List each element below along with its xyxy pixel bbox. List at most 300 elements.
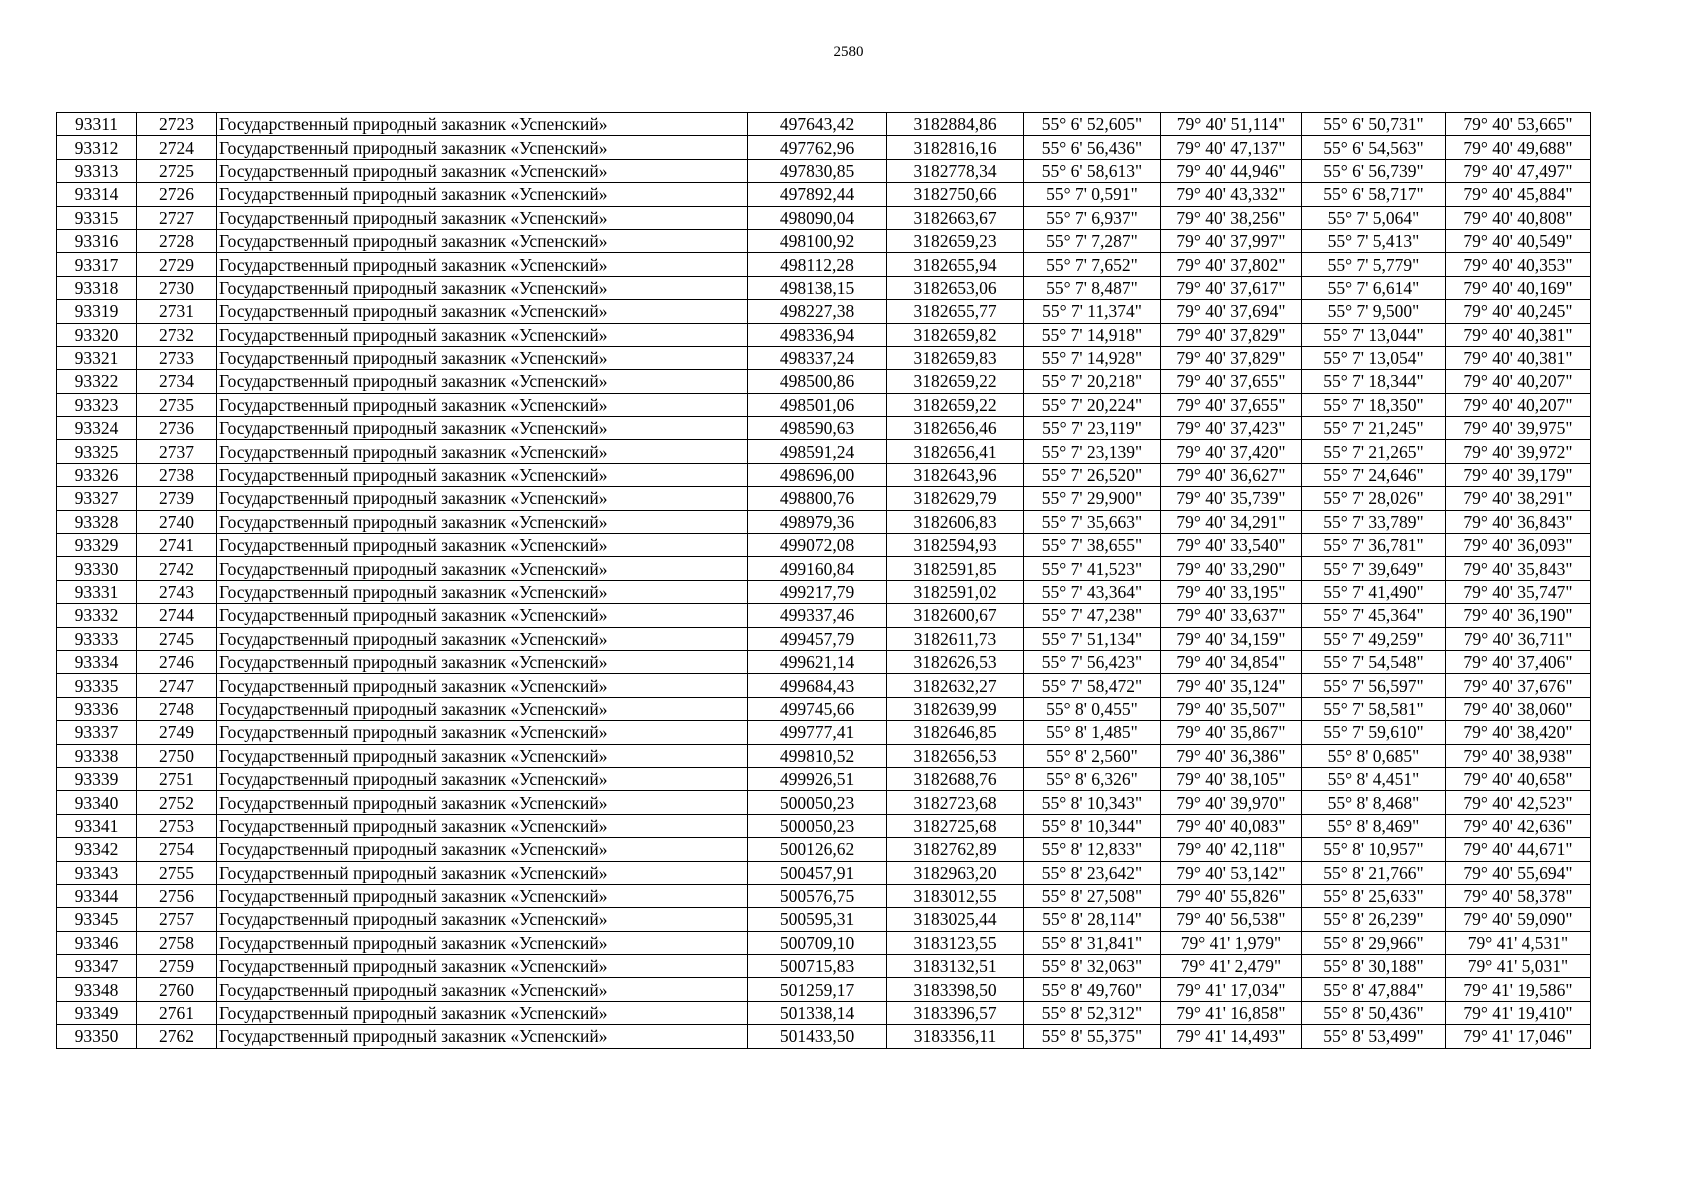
record-id-cell: 93327 (57, 487, 137, 510)
point-number-cell: 2730 (137, 276, 217, 299)
y-coordinate-cell: 3183012,55 (887, 884, 1024, 907)
y-coordinate-cell: 3182606,83 (887, 510, 1024, 533)
longitude-alt-cell: 79° 40' 55,694" (1446, 861, 1591, 884)
latitude-alt-cell: 55° 8' 21,766" (1302, 861, 1446, 884)
point-number-cell: 2742 (137, 557, 217, 580)
longitude-alt-cell: 79° 40' 40,207" (1446, 393, 1591, 416)
longitude-alt-cell: 79° 41' 17,046" (1446, 1025, 1591, 1048)
y-coordinate-cell: 3182963,20 (887, 861, 1024, 884)
record-id-cell: 93317 (57, 253, 137, 276)
latitude-cell: 55° 8' 55,375" (1024, 1025, 1161, 1048)
table-row (57, 978, 1591, 1001)
record-id-cell: 93314 (57, 183, 137, 206)
table-row (57, 838, 1591, 861)
longitude-cell: 79° 40' 44,946" (1161, 159, 1302, 182)
table-row (57, 580, 1591, 603)
table-row (57, 159, 1591, 182)
longitude-cell: 79° 40' 38,105" (1161, 767, 1302, 790)
point-number-cell: 2741 (137, 534, 217, 557)
longitude-alt-cell: 79° 40' 39,972" (1446, 440, 1591, 463)
point-number-cell: 2743 (137, 580, 217, 603)
longitude-alt-cell: 79° 41' 4,531" (1446, 931, 1591, 954)
object-name-cell: Государственный природный заказник «Успенский» (217, 534, 748, 557)
table-row (57, 721, 1591, 744)
latitude-cell: 55° 7' 56,423" (1024, 650, 1161, 673)
x-coordinate-cell: 499926,51 (748, 767, 887, 790)
table-row (57, 510, 1591, 533)
longitude-alt-cell: 79° 40' 36,843" (1446, 510, 1591, 533)
record-id-cell: 93329 (57, 534, 137, 557)
latitude-alt-cell: 55° 7' 21,245" (1302, 417, 1446, 440)
table-row (57, 1025, 1591, 1048)
record-id-cell: 93326 (57, 463, 137, 486)
point-number-cell: 2755 (137, 861, 217, 884)
object-name-cell: Государственный природный заказник «Успенский» (217, 557, 748, 580)
longitude-alt-cell: 79° 40' 36,190" (1446, 604, 1591, 627)
table-row (57, 370, 1591, 393)
longitude-cell: 79° 40' 37,694" (1161, 300, 1302, 323)
longitude-cell: 79° 40' 37,423" (1161, 417, 1302, 440)
object-name-cell: Государственный природный заказник «Успенский» (217, 1025, 748, 1048)
longitude-alt-cell: 79° 40' 40,353" (1446, 253, 1591, 276)
latitude-alt-cell: 55° 6' 54,563" (1302, 136, 1446, 159)
latitude-cell: 55° 7' 11,374" (1024, 300, 1161, 323)
x-coordinate-cell: 497762,96 (748, 136, 887, 159)
latitude-cell: 55° 7' 29,900" (1024, 487, 1161, 510)
record-id-cell: 93331 (57, 580, 137, 603)
latitude-cell: 55° 6' 52,605" (1024, 113, 1161, 136)
record-id-cell: 93345 (57, 908, 137, 931)
object-name-cell: Государственный природный заказник «Успенский» (217, 206, 748, 229)
latitude-cell: 55° 6' 58,613" (1024, 159, 1161, 182)
x-coordinate-cell: 498100,92 (748, 229, 887, 252)
table-row (57, 463, 1591, 486)
longitude-cell: 79° 40' 33,195" (1161, 580, 1302, 603)
point-number-cell: 2723 (137, 113, 217, 136)
table-row (57, 323, 1591, 346)
longitude-alt-cell: 79° 40' 44,671" (1446, 838, 1591, 861)
table-body (57, 113, 1591, 1049)
object-name-cell: Государственный природный заказник «Успенский» (217, 417, 748, 440)
longitude-cell: 79° 40' 40,083" (1161, 814, 1302, 837)
record-id-cell: 93316 (57, 229, 137, 252)
record-id-cell: 93341 (57, 814, 137, 837)
latitude-cell: 55° 8' 31,841" (1024, 931, 1161, 954)
x-coordinate-cell: 497643,42 (748, 113, 887, 136)
x-coordinate-cell: 499777,41 (748, 721, 887, 744)
y-coordinate-cell: 3183398,50 (887, 978, 1024, 1001)
latitude-alt-cell: 55° 8' 30,188" (1302, 955, 1446, 978)
x-coordinate-cell: 499072,08 (748, 534, 887, 557)
longitude-alt-cell: 79° 40' 40,381" (1446, 346, 1591, 369)
record-id-cell: 93346 (57, 931, 137, 954)
latitude-alt-cell: 55° 7' 49,259" (1302, 627, 1446, 650)
object-name-cell: Государственный природный заказник «Успенский» (217, 674, 748, 697)
latitude-alt-cell: 55° 8' 47,884" (1302, 978, 1446, 1001)
point-number-cell: 2752 (137, 791, 217, 814)
point-number-cell: 2749 (137, 721, 217, 744)
longitude-alt-cell: 79° 40' 35,843" (1446, 557, 1591, 580)
y-coordinate-cell: 3182639,99 (887, 697, 1024, 720)
y-coordinate-cell: 3183132,51 (887, 955, 1024, 978)
table-row (57, 908, 1591, 931)
table-row (57, 604, 1591, 627)
x-coordinate-cell: 498590,63 (748, 417, 887, 440)
latitude-cell: 55° 7' 23,139" (1024, 440, 1161, 463)
longitude-cell: 79° 40' 33,290" (1161, 557, 1302, 580)
table-row (57, 884, 1591, 907)
point-number-cell: 2751 (137, 767, 217, 790)
longitude-alt-cell: 79° 40' 42,523" (1446, 791, 1591, 814)
latitude-cell: 55° 6' 56,436" (1024, 136, 1161, 159)
longitude-alt-cell: 79° 40' 58,378" (1446, 884, 1591, 907)
record-id-cell: 93339 (57, 767, 137, 790)
object-name-cell: Государственный природный заказник «Успенский» (217, 861, 748, 884)
x-coordinate-cell: 500050,23 (748, 791, 887, 814)
page-number: 2580 (833, 44, 864, 60)
object-name-cell: Государственный природный заказник «Успенский» (217, 323, 748, 346)
longitude-cell: 79° 40' 56,538" (1161, 908, 1302, 931)
table-row (57, 440, 1591, 463)
table-row (57, 744, 1591, 767)
y-coordinate-cell: 3182626,53 (887, 650, 1024, 673)
record-id-cell: 93337 (57, 721, 137, 744)
latitude-cell: 55° 7' 23,119" (1024, 417, 1161, 440)
table-row (57, 183, 1591, 206)
longitude-alt-cell: 79° 40' 39,975" (1446, 417, 1591, 440)
x-coordinate-cell: 498800,76 (748, 487, 887, 510)
latitude-alt-cell: 55° 7' 5,779" (1302, 253, 1446, 276)
table-row (57, 206, 1591, 229)
y-coordinate-cell: 3182659,22 (887, 393, 1024, 416)
x-coordinate-cell: 498090,04 (748, 206, 887, 229)
table-row (57, 276, 1591, 299)
record-id-cell: 93344 (57, 884, 137, 907)
y-coordinate-cell: 3183396,57 (887, 1001, 1024, 1024)
point-number-cell: 2744 (137, 604, 217, 627)
x-coordinate-cell: 498227,38 (748, 300, 887, 323)
y-coordinate-cell: 3182629,79 (887, 487, 1024, 510)
x-coordinate-cell: 498336,94 (748, 323, 887, 346)
y-coordinate-cell: 3182591,85 (887, 557, 1024, 580)
point-number-cell: 2761 (137, 1001, 217, 1024)
latitude-alt-cell: 55° 8' 50,436" (1302, 1001, 1446, 1024)
latitude-cell: 55° 7' 0,591" (1024, 183, 1161, 206)
record-id-cell: 93311 (57, 113, 137, 136)
x-coordinate-cell: 499457,79 (748, 627, 887, 650)
point-number-cell: 2757 (137, 908, 217, 931)
latitude-cell: 55° 8' 2,560" (1024, 744, 1161, 767)
longitude-alt-cell: 79° 41' 5,031" (1446, 955, 1591, 978)
longitude-alt-cell: 79° 40' 42,636" (1446, 814, 1591, 837)
latitude-alt-cell: 55° 7' 24,646" (1302, 463, 1446, 486)
latitude-alt-cell: 55° 7' 59,610" (1302, 721, 1446, 744)
latitude-alt-cell: 55° 8' 10,957" (1302, 838, 1446, 861)
object-name-cell: Государственный природный заказник «Успенский» (217, 767, 748, 790)
object-name-cell: Государственный природный заказник «Успенский» (217, 697, 748, 720)
x-coordinate-cell: 497892,44 (748, 183, 887, 206)
latitude-cell: 55° 7' 58,472" (1024, 674, 1161, 697)
latitude-alt-cell: 55° 7' 28,026" (1302, 487, 1446, 510)
coordinates-table (56, 112, 1591, 1049)
point-number-cell: 2753 (137, 814, 217, 837)
record-id-cell: 93324 (57, 417, 137, 440)
table-row (57, 136, 1591, 159)
x-coordinate-cell: 501338,14 (748, 1001, 887, 1024)
longitude-cell: 79° 40' 34,854" (1161, 650, 1302, 673)
point-number-cell: 2737 (137, 440, 217, 463)
latitude-alt-cell: 55° 8' 53,499" (1302, 1025, 1446, 1048)
object-name-cell: Государственный природный заказник «Успенский» (217, 136, 748, 159)
y-coordinate-cell: 3182663,67 (887, 206, 1024, 229)
latitude-cell: 55° 7' 26,520" (1024, 463, 1161, 486)
latitude-cell: 55° 8' 28,114" (1024, 908, 1161, 931)
record-id-cell: 93330 (57, 557, 137, 580)
longitude-alt-cell: 79° 40' 40,808" (1446, 206, 1591, 229)
point-number-cell: 2739 (137, 487, 217, 510)
latitude-alt-cell: 55° 8' 8,469" (1302, 814, 1446, 837)
x-coordinate-cell: 499160,84 (748, 557, 887, 580)
point-number-cell: 2740 (137, 510, 217, 533)
latitude-cell: 55° 8' 32,063" (1024, 955, 1161, 978)
longitude-cell: 79° 40' 36,386" (1161, 744, 1302, 767)
y-coordinate-cell: 3182688,76 (887, 767, 1024, 790)
longitude-cell: 79° 40' 37,829" (1161, 323, 1302, 346)
y-coordinate-cell: 3182884,86 (887, 113, 1024, 136)
y-coordinate-cell: 3182632,27 (887, 674, 1024, 697)
latitude-cell: 55° 8' 27,508" (1024, 884, 1161, 907)
latitude-cell: 55° 7' 20,224" (1024, 393, 1161, 416)
x-coordinate-cell: 498500,86 (748, 370, 887, 393)
record-id-cell: 93321 (57, 346, 137, 369)
longitude-cell: 79° 40' 37,802" (1161, 253, 1302, 276)
longitude-cell: 79° 40' 39,970" (1161, 791, 1302, 814)
table-row (57, 955, 1591, 978)
point-number-cell: 2760 (137, 978, 217, 1001)
latitude-cell: 55° 7' 38,655" (1024, 534, 1161, 557)
point-number-cell: 2759 (137, 955, 217, 978)
latitude-cell: 55° 8' 10,344" (1024, 814, 1161, 837)
point-number-cell: 2758 (137, 931, 217, 954)
y-coordinate-cell: 3182750,66 (887, 183, 1024, 206)
x-coordinate-cell: 500709,10 (748, 931, 887, 954)
y-coordinate-cell: 3182653,06 (887, 276, 1024, 299)
longitude-cell: 79° 40' 37,617" (1161, 276, 1302, 299)
longitude-alt-cell: 79° 40' 37,676" (1446, 674, 1591, 697)
x-coordinate-cell: 498138,15 (748, 276, 887, 299)
latitude-cell: 55° 8' 52,312" (1024, 1001, 1161, 1024)
x-coordinate-cell: 500715,83 (748, 955, 887, 978)
record-id-cell: 93318 (57, 276, 137, 299)
object-name-cell: Государственный природный заказник «Успенский» (217, 393, 748, 416)
y-coordinate-cell: 3182725,68 (887, 814, 1024, 837)
latitude-cell: 55° 8' 6,326" (1024, 767, 1161, 790)
record-id-cell: 93323 (57, 393, 137, 416)
x-coordinate-cell: 498591,24 (748, 440, 887, 463)
longitude-alt-cell: 79° 40' 40,245" (1446, 300, 1591, 323)
longitude-cell: 79° 40' 37,655" (1161, 370, 1302, 393)
longitude-cell: 79° 40' 35,739" (1161, 487, 1302, 510)
point-number-cell: 2733 (137, 346, 217, 369)
point-number-cell: 2725 (137, 159, 217, 182)
point-number-cell: 2734 (137, 370, 217, 393)
object-name-cell: Государственный природный заказник «Успенский» (217, 276, 748, 299)
longitude-cell: 79° 40' 35,867" (1161, 721, 1302, 744)
object-name-cell: Государственный природный заказник «Успенский» (217, 721, 748, 744)
longitude-cell: 79° 40' 33,540" (1161, 534, 1302, 557)
y-coordinate-cell: 3182591,02 (887, 580, 1024, 603)
object-name-cell: Государственный природный заказник «Успенский» (217, 580, 748, 603)
latitude-alt-cell: 55° 7' 33,789" (1302, 510, 1446, 533)
y-coordinate-cell: 3182659,82 (887, 323, 1024, 346)
record-id-cell: 93328 (57, 510, 137, 533)
object-name-cell: Государственный природный заказник «Успенский» (217, 113, 748, 136)
x-coordinate-cell: 498501,06 (748, 393, 887, 416)
table-row (57, 253, 1591, 276)
longitude-cell: 79° 40' 34,159" (1161, 627, 1302, 650)
table-row (57, 650, 1591, 673)
table-row (57, 557, 1591, 580)
object-name-cell: Государственный природный заказник «Успенский» (217, 183, 748, 206)
table-row (57, 791, 1591, 814)
longitude-alt-cell: 79° 40' 40,381" (1446, 323, 1591, 346)
latitude-cell: 55° 7' 41,523" (1024, 557, 1161, 580)
y-coordinate-cell: 3182723,68 (887, 791, 1024, 814)
x-coordinate-cell: 498337,24 (748, 346, 887, 369)
record-id-cell: 93313 (57, 159, 137, 182)
latitude-alt-cell: 55° 7' 9,500" (1302, 300, 1446, 323)
latitude-cell: 55° 7' 14,918" (1024, 323, 1161, 346)
x-coordinate-cell: 499745,66 (748, 697, 887, 720)
table-row (57, 674, 1591, 697)
latitude-alt-cell: 55° 7' 18,344" (1302, 370, 1446, 393)
object-name-cell: Государственный природный заказник «Успенский» (217, 510, 748, 533)
longitude-cell: 79° 40' 43,332" (1161, 183, 1302, 206)
longitude-cell: 79° 40' 34,291" (1161, 510, 1302, 533)
latitude-alt-cell: 55° 7' 58,581" (1302, 697, 1446, 720)
y-coordinate-cell: 3182762,89 (887, 838, 1024, 861)
longitude-alt-cell: 79° 40' 39,179" (1446, 463, 1591, 486)
longitude-alt-cell: 79° 40' 38,291" (1446, 487, 1591, 510)
record-id-cell: 93336 (57, 697, 137, 720)
latitude-alt-cell: 55° 7' 45,364" (1302, 604, 1446, 627)
x-coordinate-cell: 498112,28 (748, 253, 887, 276)
longitude-alt-cell: 79° 40' 53,665" (1446, 113, 1591, 136)
latitude-alt-cell: 55° 8' 8,468" (1302, 791, 1446, 814)
latitude-cell: 55° 7' 7,652" (1024, 253, 1161, 276)
y-coordinate-cell: 3182646,85 (887, 721, 1024, 744)
longitude-cell: 79° 41' 16,858" (1161, 1001, 1302, 1024)
table-row (57, 487, 1591, 510)
latitude-cell: 55° 7' 43,364" (1024, 580, 1161, 603)
x-coordinate-cell: 498979,36 (748, 510, 887, 533)
longitude-cell: 79° 41' 1,979" (1161, 931, 1302, 954)
y-coordinate-cell: 3182656,46 (887, 417, 1024, 440)
latitude-cell: 55° 7' 35,663" (1024, 510, 1161, 533)
record-id-cell: 93315 (57, 206, 137, 229)
latitude-alt-cell: 55° 8' 4,451" (1302, 767, 1446, 790)
longitude-cell: 79° 40' 33,637" (1161, 604, 1302, 627)
object-name-cell: Государственный природный заказник «Успенский» (217, 744, 748, 767)
record-id-cell: 93333 (57, 627, 137, 650)
latitude-cell: 55° 7' 47,238" (1024, 604, 1161, 627)
record-id-cell: 93338 (57, 744, 137, 767)
record-id-cell: 93325 (57, 440, 137, 463)
y-coordinate-cell: 3182659,22 (887, 370, 1024, 393)
longitude-cell: 79° 40' 38,256" (1161, 206, 1302, 229)
y-coordinate-cell: 3182656,41 (887, 440, 1024, 463)
point-number-cell: 2729 (137, 253, 217, 276)
x-coordinate-cell: 498696,00 (748, 463, 887, 486)
longitude-alt-cell: 79° 40' 59,090" (1446, 908, 1591, 931)
latitude-cell: 55° 8' 49,760" (1024, 978, 1161, 1001)
x-coordinate-cell: 499217,79 (748, 580, 887, 603)
x-coordinate-cell: 500595,31 (748, 908, 887, 931)
x-coordinate-cell: 499684,43 (748, 674, 887, 697)
record-id-cell: 93347 (57, 955, 137, 978)
latitude-cell: 55° 8' 23,642" (1024, 861, 1161, 884)
x-coordinate-cell: 497830,85 (748, 159, 887, 182)
latitude-cell: 55° 8' 12,833" (1024, 838, 1161, 861)
table-row (57, 931, 1591, 954)
latitude-alt-cell: 55° 7' 54,548" (1302, 650, 1446, 673)
object-name-cell: Государственный природный заказник «Успенский» (217, 300, 748, 323)
point-number-cell: 2738 (137, 463, 217, 486)
longitude-cell: 79° 40' 47,137" (1161, 136, 1302, 159)
latitude-cell: 55° 8' 1,485" (1024, 721, 1161, 744)
latitude-alt-cell: 55° 7' 5,413" (1302, 229, 1446, 252)
latitude-cell: 55° 7' 14,928" (1024, 346, 1161, 369)
record-id-cell: 93322 (57, 370, 137, 393)
latitude-cell: 55° 8' 10,343" (1024, 791, 1161, 814)
longitude-cell: 79° 41' 2,479" (1161, 955, 1302, 978)
record-id-cell: 93349 (57, 1001, 137, 1024)
point-number-cell: 2727 (137, 206, 217, 229)
latitude-alt-cell: 55° 7' 6,614" (1302, 276, 1446, 299)
longitude-alt-cell: 79° 40' 38,060" (1446, 697, 1591, 720)
latitude-alt-cell: 55° 6' 50,731" (1302, 113, 1446, 136)
longitude-alt-cell: 79° 40' 37,406" (1446, 650, 1591, 673)
y-coordinate-cell: 3183025,44 (887, 908, 1024, 931)
object-name-cell: Государственный природный заказник «Успенский» (217, 253, 748, 276)
latitude-cell: 55° 7' 51,134" (1024, 627, 1161, 650)
y-coordinate-cell: 3182611,73 (887, 627, 1024, 650)
longitude-alt-cell: 79° 40' 38,420" (1446, 721, 1591, 744)
longitude-cell: 79° 41' 17,034" (1161, 978, 1302, 1001)
table-row (57, 229, 1591, 252)
longitude-alt-cell: 79° 40' 45,884" (1446, 183, 1591, 206)
longitude-cell: 79° 40' 37,420" (1161, 440, 1302, 463)
x-coordinate-cell: 500576,75 (748, 884, 887, 907)
latitude-alt-cell: 55° 7' 5,064" (1302, 206, 1446, 229)
longitude-alt-cell: 79° 40' 49,688" (1446, 136, 1591, 159)
latitude-cell: 55° 7' 6,937" (1024, 206, 1161, 229)
record-id-cell: 93334 (57, 650, 137, 673)
point-number-cell: 2731 (137, 300, 217, 323)
object-name-cell: Государственный природный заказник «Успенский» (217, 370, 748, 393)
longitude-cell: 79° 40' 53,142" (1161, 861, 1302, 884)
latitude-alt-cell: 55° 7' 39,649" (1302, 557, 1446, 580)
point-number-cell: 2745 (137, 627, 217, 650)
object-name-cell: Государственный природный заказник «Успенский» (217, 627, 748, 650)
latitude-alt-cell: 55° 7' 56,597" (1302, 674, 1446, 697)
y-coordinate-cell: 3183356,11 (887, 1025, 1024, 1048)
y-coordinate-cell: 3182659,23 (887, 229, 1024, 252)
longitude-alt-cell: 79° 40' 40,207" (1446, 370, 1591, 393)
table-row (57, 346, 1591, 369)
longitude-alt-cell: 79° 40' 47,497" (1446, 159, 1591, 182)
latitude-alt-cell: 55° 8' 25,633" (1302, 884, 1446, 907)
